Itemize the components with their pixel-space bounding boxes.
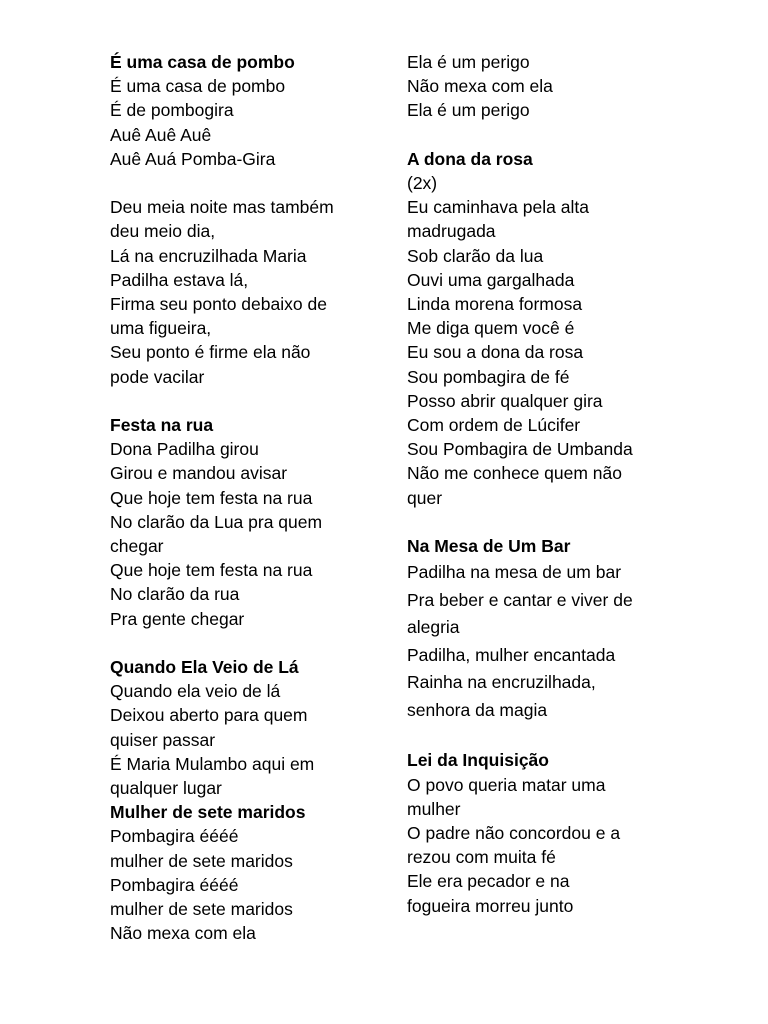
lyric-line: Que hoje tem festa na rua <box>110 560 313 581</box>
lyric-line: É uma casa de pombo <box>110 76 286 97</box>
lyric-line: Quando ela veio de lá <box>110 681 281 702</box>
lyric-line: Deixou aberto para quem <box>110 705 308 726</box>
song-title: É uma casa de pombo <box>110 52 295 72</box>
lyric-line: No clarão da rua <box>110 584 240 605</box>
lyric-line: Ouvi uma gargalhada <box>407 269 575 290</box>
lyric-line: Pombagira éééé <box>110 874 239 895</box>
lyric-line: Lá na encruzilhada Maria <box>110 245 307 266</box>
lyric-line: Não mexa com ela <box>407 76 553 97</box>
lyric-line: É Maria Mulambo aqui em <box>110 753 315 774</box>
lyric-line: Eu sou a dona da rosa <box>407 342 584 363</box>
lyric-line: Sob clarão da lua <box>407 245 544 266</box>
lyric-line: mulher <box>407 798 461 819</box>
lyric-line: Pombagira éééé <box>110 826 239 847</box>
song-mulher-de-sete-maridos <box>110 800 380 945</box>
lyric-line: quer <box>407 487 443 508</box>
song-title: Lei da Inquisição <box>407 750 549 771</box>
lyric-line: senhora da magia <box>407 699 548 720</box>
song-a-dona-da-rosa <box>407 147 707 510</box>
lyric-line: Sou Pombagira de Umbanda <box>407 439 633 460</box>
song-mulher-de-sete-maridos-continued <box>407 50 707 123</box>
lyric-line: Auê Auá Pomba-Gira <box>110 148 276 169</box>
song-title: Quando Ela Veio de Lá <box>110 657 299 678</box>
song-title: Na Mesa de Um Bar <box>407 536 571 557</box>
lyric-line: Dona Padilha girou <box>110 439 259 460</box>
lyric-line: Padilha, mulher encantada <box>407 644 616 665</box>
left-column <box>110 50 380 945</box>
song-lei-da-inquisicao <box>407 748 707 917</box>
lyric-line: Padilha estava lá, <box>110 269 249 290</box>
lyric-line: Girou e mandou avisar <box>110 463 288 484</box>
lyric-line: chegar <box>110 536 164 557</box>
lyric-line: Eu caminhava pela alta <box>407 197 589 218</box>
lyric-line: Sou pombagira de fé <box>407 366 570 387</box>
lyric-line: Deu meia noite mas também <box>110 197 334 218</box>
lyric-line: Posso abrir qualquer gira <box>407 390 603 411</box>
lyric-line: Ela é um perigo <box>407 100 530 121</box>
lyric-line: Ele era pecador e na <box>407 871 570 892</box>
lyric-line: (2x) <box>407 173 438 193</box>
lyric-line: quiser passar <box>110 729 216 750</box>
lyric-line: Me diga quem você é <box>407 318 575 339</box>
lyric-line: rezou com muita fé <box>407 847 556 868</box>
lyric-line: Firma seu ponto debaixo de <box>110 294 327 315</box>
lyric-line: uma figueira, <box>110 318 212 339</box>
lyric-line: mulher de sete maridos <box>110 899 293 920</box>
lyric-line: deu meio dia, <box>110 221 216 242</box>
lyric-line: O padre não concordou e a <box>407 823 621 844</box>
lyric-line: qualquer lugar <box>110 778 222 799</box>
song-title: Festa na rua <box>110 415 214 436</box>
song-na-mesa-de-um-bar <box>407 534 707 724</box>
lyric-line: madrugada <box>407 221 496 242</box>
song-festa-na-rua <box>110 413 380 631</box>
song-e-uma-casa-de-pombo <box>110 50 380 171</box>
lyric-line: Seu ponto é firme ela não <box>110 342 311 363</box>
song-quando-ela-veio-de-la <box>110 655 380 800</box>
lyric-line: Com ordem de Lúcifer <box>407 415 581 436</box>
lyric-line: O povo queria matar uma <box>407 774 606 795</box>
lyric-line: pode vacilar <box>110 366 205 387</box>
lyric-line: Ela é um perigo <box>407 52 530 72</box>
lyric-line: Linda morena formosa <box>407 294 583 315</box>
right-column <box>407 50 707 918</box>
lyric-line: Pra beber e cantar e viver de <box>407 589 633 610</box>
song-title: Mulher de sete maridos <box>110 802 306 823</box>
lyric-line: Não me conhece quem não <box>407 463 622 484</box>
lyric-line: Auê Auê Auê <box>110 124 212 145</box>
lyric-line: alegria <box>407 617 460 638</box>
lyric-line: Rainha na encruzilhada, <box>407 672 596 693</box>
lyric-line: É de pombogira <box>110 100 234 121</box>
lyric-line: Que hoje tem festa na rua <box>110 487 313 508</box>
lyric-line: Padilha na mesa de um bar <box>407 562 622 583</box>
lyric-line: mulher de sete maridos <box>110 850 293 871</box>
song-deu-meia-noite <box>110 195 380 389</box>
lyric-line: fogueira morreu junto <box>407 895 574 916</box>
lyric-line: No clarão da Lua pra quem <box>110 511 323 532</box>
lyric-line: Pra gente chegar <box>110 608 245 629</box>
lyric-line: Não mexa com ela <box>110 923 256 944</box>
song-title: A dona da rosa <box>407 148 533 169</box>
